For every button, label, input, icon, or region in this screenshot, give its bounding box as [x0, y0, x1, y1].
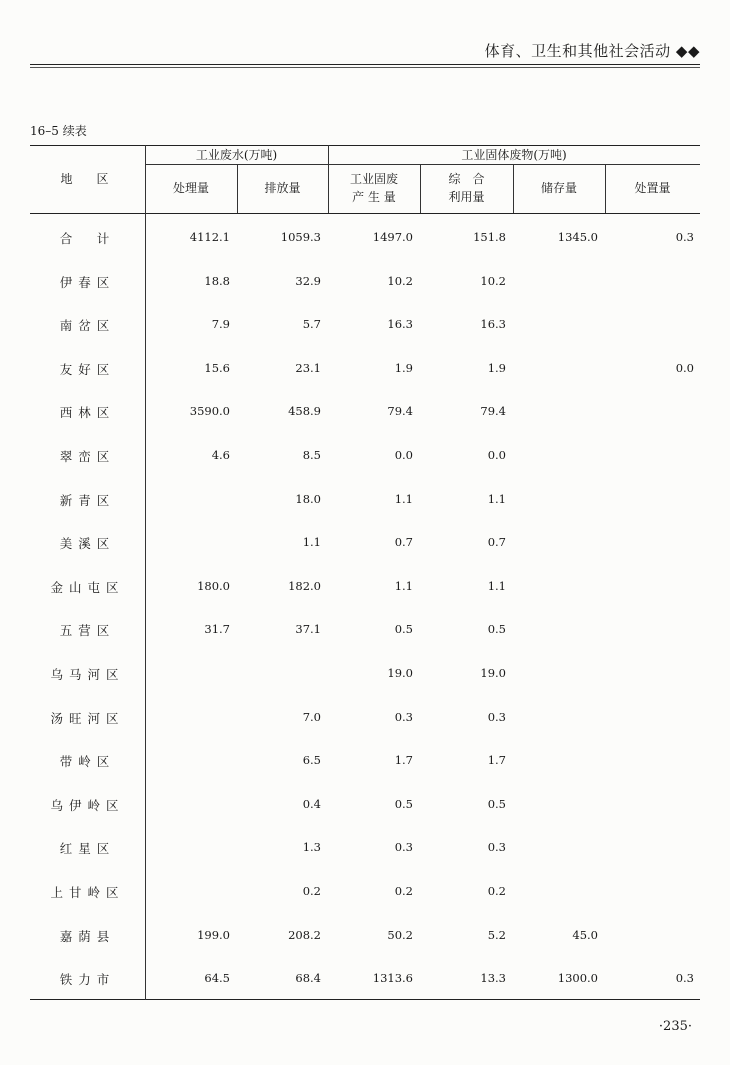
table-cell-utilized: 79.4 — [480, 404, 506, 418]
utilized-header-line2: 利用量 — [448, 190, 485, 204]
table-cell-discharged: 0.2 — [302, 884, 321, 898]
table-cell-utilized: 10.2 — [480, 274, 506, 288]
table-cell-utilized: 1.1 — [487, 492, 506, 506]
table-cell-treated: 15.6 — [204, 361, 230, 375]
table-cell-treated: 7.9 — [211, 317, 230, 331]
table-row-region: 嘉荫县 — [59, 929, 116, 944]
table-cell-utilized: 0.7 — [487, 535, 506, 549]
table-row-region: 西林区 — [59, 405, 116, 420]
discharged-header: 排放量 — [264, 181, 301, 195]
table-cell-treated: 18.8 — [204, 274, 230, 288]
table-cell-generated: 16.3 — [387, 317, 413, 331]
table-cell-utilized: 1.9 — [487, 361, 506, 375]
table-cell-discharged: 23.1 — [295, 361, 321, 375]
table-cell-generated: 0.3 — [394, 710, 413, 724]
table-cell-discharged: 6.5 — [302, 753, 321, 767]
table-cell-generated: 10.2 — [387, 274, 413, 288]
table-cell-utilized: 151.8 — [473, 230, 506, 244]
generated-header — [328, 170, 420, 206]
table-cell-disposed: 0.3 — [675, 230, 694, 244]
table-cell-generated: 1.1 — [394, 579, 413, 593]
table-cell-utilized: 0.0 — [487, 448, 506, 462]
page-number: ·235· — [658, 1019, 692, 1034]
table-row-region: 金山屯区 — [50, 580, 125, 595]
table-cell-utilized: 0.2 — [487, 884, 506, 898]
table-cell-treated: 4112.1 — [189, 230, 230, 244]
table-cell-discharged: 5.7 — [302, 317, 321, 331]
table-cell-disposed: 0.0 — [675, 361, 694, 375]
table-cell-generated: 0.2 — [394, 884, 413, 898]
table-cell-discharged: 458.9 — [288, 404, 321, 418]
generated-header-line1: 工业固废 — [349, 172, 398, 186]
region-header: 地 区 — [60, 172, 115, 186]
table-cell-utilized: 0.3 — [487, 840, 506, 854]
table-cell-treated: 31.7 — [204, 622, 230, 636]
table-row-region: 乌伊岭区 — [50, 798, 125, 813]
table-row-region: 伊春区 — [59, 275, 116, 290]
table-cell-stored: 45.0 — [572, 928, 598, 942]
table-cell-utilized: 5.2 — [487, 928, 506, 942]
table-row-region: 友好区 — [59, 362, 116, 377]
table-cell-utilized: 19.0 — [480, 666, 506, 680]
table-cell-disposed: 0.3 — [675, 971, 694, 985]
table-row-region: 上甘岭区 — [50, 885, 125, 900]
table-cell-treated: 64.5 — [204, 971, 230, 985]
table-cell-discharged: 182.0 — [288, 579, 321, 593]
table-cell-stored: 1345.0 — [557, 230, 598, 244]
table-cell-stored: 1300.0 — [557, 971, 598, 985]
table-cell-discharged: 32.9 — [295, 274, 321, 288]
table-cell-utilized: 0.3 — [487, 710, 506, 724]
table-bottom-rule — [30, 999, 700, 1000]
table-cell-discharged: 37.1 — [295, 622, 321, 636]
table-cell-generated: 79.4 — [387, 404, 413, 418]
table-cell-discharged: 8.5 — [302, 448, 321, 462]
table-cell-generated: 1497.0 — [372, 230, 413, 244]
table-row-region: 合 计 — [59, 231, 116, 246]
table-cell-generated: 1313.6 — [372, 971, 413, 985]
table-cell-discharged: 1.1 — [302, 535, 321, 549]
table-cell-discharged: 68.4 — [295, 971, 321, 985]
table-row-region: 五营区 — [59, 623, 116, 638]
utilized-header — [420, 170, 513, 206]
solid-waste-group-header: 工业固体废物(万吨) — [461, 148, 567, 162]
table-cell-treated: 199.0 — [197, 928, 230, 942]
table-cell-generated: 0.3 — [394, 840, 413, 854]
table-cell-discharged: 7.0 — [302, 710, 321, 724]
table-cell-generated: 19.0 — [387, 666, 413, 680]
table-cell-discharged: 0.4 — [302, 797, 321, 811]
table-cell-generated: 0.5 — [394, 622, 413, 636]
disposed-header: 处置量 — [634, 181, 671, 195]
table-cell-generated: 0.0 — [394, 448, 413, 462]
table-cell-discharged: 1.3 — [302, 840, 321, 854]
table-cell-utilized: 1.1 — [487, 579, 506, 593]
table-cell-generated: 1.9 — [394, 361, 413, 375]
generated-header-line2: 产 生 量 — [352, 190, 396, 204]
treated-header: 处理量 — [172, 181, 209, 195]
stored-header: 储存量 — [540, 181, 577, 195]
table-cell-generated: 50.2 — [387, 928, 413, 942]
group-header-rule — [145, 164, 700, 165]
running-header: 体育、卫生和其他社会活动 ◆◆ — [484, 42, 700, 60]
table-cell-utilized: 13.3 — [480, 971, 506, 985]
table-row-region: 汤旺河区 — [50, 711, 125, 726]
header-rule-thin — [30, 67, 700, 68]
region-column-divider — [145, 145, 146, 1000]
table-cell-discharged: 208.2 — [288, 928, 321, 942]
table-cell-generated: 1.7 — [394, 753, 413, 767]
table-cell-treated: 3590.0 — [189, 404, 230, 418]
table-cell-utilized: 0.5 — [487, 622, 506, 636]
table-row-region: 翠峦区 — [59, 449, 116, 464]
table-row-region: 美溪区 — [59, 536, 116, 551]
table-cell-utilized: 1.7 — [487, 753, 506, 767]
table-cell-discharged: 18.0 — [295, 492, 321, 506]
table-cell-treated: 180.0 — [197, 579, 230, 593]
table-cell-treated: 4.6 — [211, 448, 230, 462]
table-row-region: 铁力市 — [59, 972, 116, 987]
table-cell-utilized: 0.5 — [487, 797, 506, 811]
table-row-region: 红星区 — [59, 841, 116, 856]
header-rule — [30, 64, 700, 65]
table-cell-utilized: 16.3 — [480, 317, 506, 331]
table-cell-generated: 0.5 — [394, 797, 413, 811]
table-title: 16–5 续表 — [30, 124, 87, 138]
table-cell-generated: 1.1 — [394, 492, 413, 506]
table-cell-generated: 0.7 — [394, 535, 413, 549]
table-row-region: 乌马河区 — [50, 667, 125, 682]
table-row-region: 带岭区 — [59, 754, 116, 769]
wastewater-group-header: 工业废水(万吨) — [195, 148, 278, 162]
table-header-rule — [30, 213, 700, 214]
table-cell-discharged: 1059.3 — [280, 230, 321, 244]
table-row-region: 新青区 — [59, 493, 116, 508]
utilized-header-line1: 综 合 — [448, 172, 485, 186]
table-row-region: 南岔区 — [59, 318, 116, 333]
